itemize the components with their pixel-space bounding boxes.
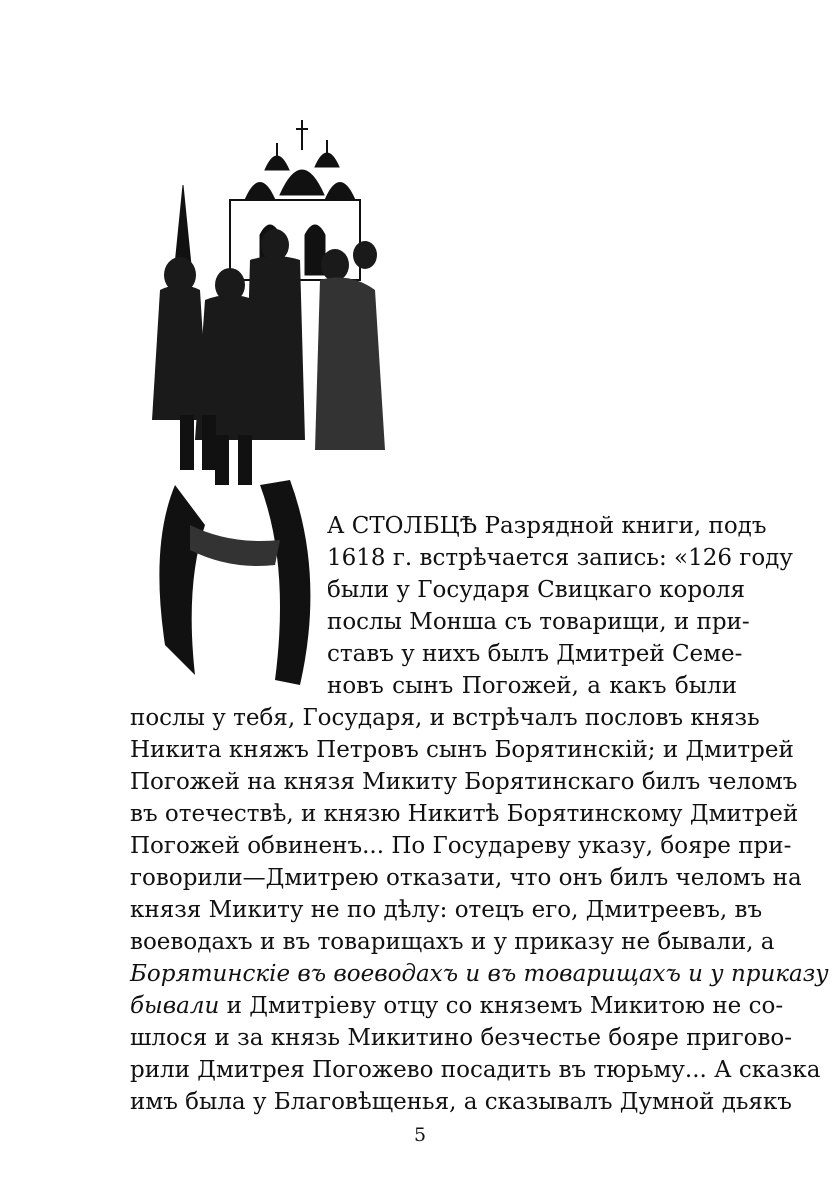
page-number: 5 (413, 1124, 427, 1146)
text-line-5: ставъ у нихъ былъ Дмитрей Семе- (327, 641, 743, 667)
text-line-14: воеводахъ и въ товарищахъ и у приказу не бывали, а (130, 929, 775, 955)
text-segment: и Дмитріеву отцу со княземъ Микитою не со- (219, 993, 784, 1019)
italic-text: Борятинскіе въ воеводахъ и въ товарищахъ и у приказу (130, 961, 829, 987)
text-line-9: Погожей на князя Микиту Борятинскаго билъ челомъ (130, 769, 798, 795)
text-line-18: рили Дмитрея Погожево посадить въ тюрьму... А сказка (130, 1057, 821, 1083)
text-line-10: въ отечествѣ, и князю Никитѣ Борятинскому Дмитрей (130, 801, 799, 827)
text-line-1: А СТОЛБЦѢ Разрядной книги, подъ (327, 513, 767, 539)
text-line-2: 1618 г. встрѣчается запись: «126 году (327, 545, 793, 571)
text-line-4: послы Монша съ товарищи, и при- (327, 609, 750, 635)
text-line-11: Погожей обвиненъ... По Государеву указу, бояре при- (130, 833, 792, 859)
text-line-15 (130, 960, 829, 989)
italic-text: бывали (130, 993, 220, 1019)
text-line-16 (130, 992, 784, 1021)
text-line-6: новъ сынъ Погожей, а какъ были (327, 673, 737, 699)
text-line-12: говорили—Дмитрею отказати, что онъ билъ челомъ на (130, 865, 802, 891)
text-line-19: имъ была у Благовѣщенья, а сказывалъ Думной дьякъ (130, 1089, 792, 1115)
text-line-17: шлося и за князь Микитино безчестье бояре пригово- (130, 1025, 793, 1051)
text-line-8: Никита княжъ Петровъ сынъ Борятинскій; и Дмитрей (130, 737, 794, 763)
text-line-13: князя Микиту не по дѣлу: отецъ его, Дмитреевъ, въ (130, 897, 763, 923)
text-line-7: послы у тебя, Государя, и встрѣчалъ пословъ князь (130, 705, 760, 731)
text-line-3: были у Государя Свицкаго короля (327, 577, 746, 603)
